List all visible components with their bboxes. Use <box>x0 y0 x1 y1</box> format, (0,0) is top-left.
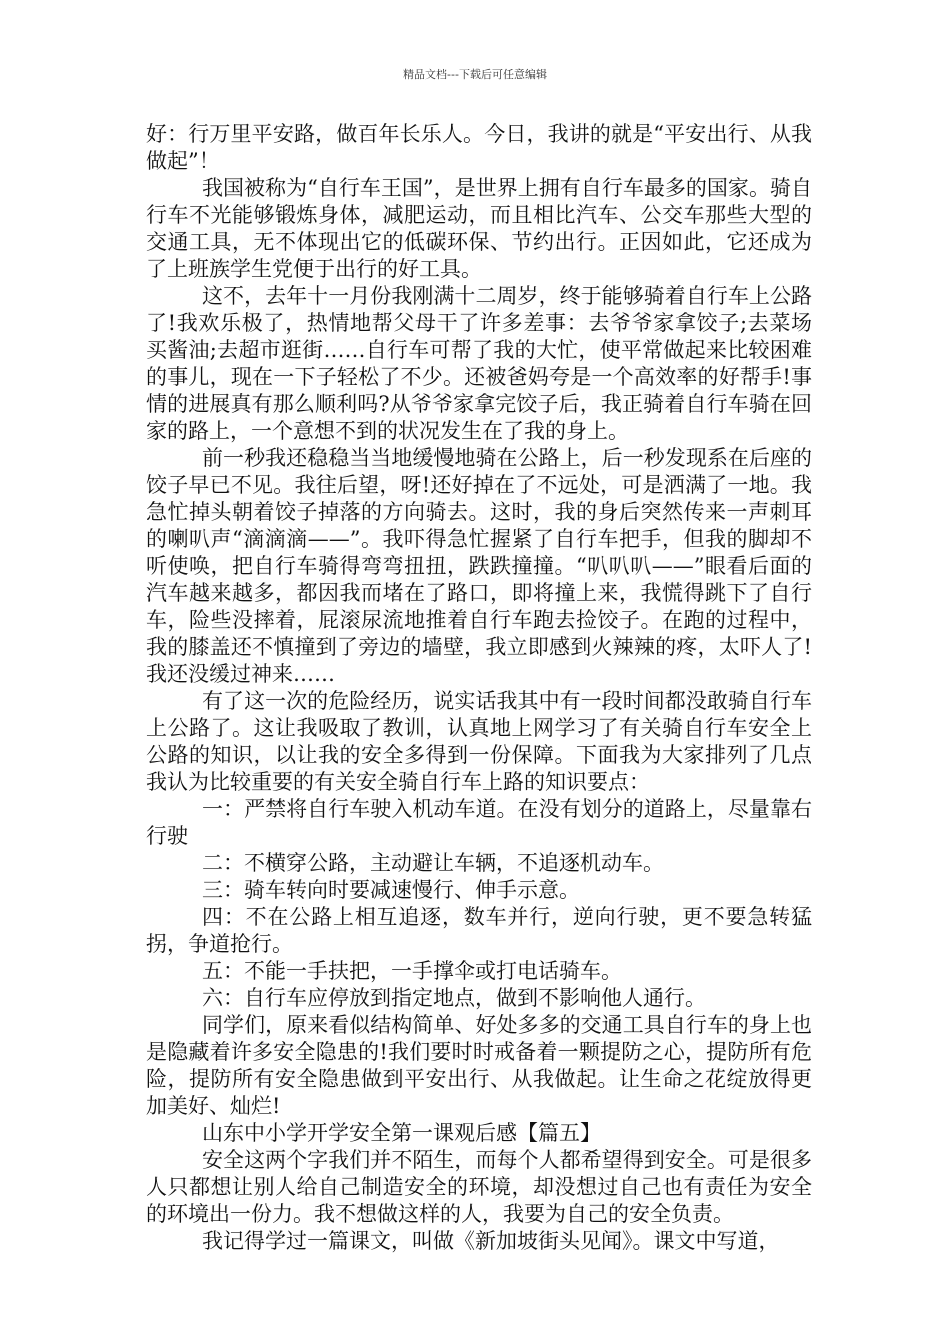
paragraph: 好：行万里平安路，做百年长乐人。今日，我讲的就是“平安出行、从我做起”！ <box>146 122 812 173</box>
paragraph: 我记得学过一篇课文，叫做《新加坡街头见闻》。课文中写道， <box>202 1229 780 1253</box>
paragraph: 我国被称为“自行车王国”，是世界上拥有自行车最多的国家。骑自行车不光能够锻炼身体，减肥运动，而且相比汽车、公交车那些大型的交通工具，无不体现出它的低碳环保、节约出行。正因如此，它还成为了上班族学生党便于出行的好工具。 <box>146 176 812 281</box>
list-item: 六：自行车应停放到指定地点，做到不影响他人通行。 <box>202 986 706 1010</box>
paragraph: 安全这两个字我们并不陌生，而每个人都希望得到安全。可是很多人只都想让别人给自己制造安全的环境，却没想过自己也有责任为安全的环境出一份力。我不想做这样的人，我要为自己的安全负责。 <box>146 1148 812 1226</box>
paragraph: 有了这一次的危险经历，说实话我其中有一段时间都没敢骑自行车上公路了。这让我吸取了教训，认真地上网学习了有关骑自行车安全上公路的知识，以让我的安全多得到一份保障。下面我为大家排列了几点我认为比较重要的有关安全骑自行车上路的知识要点： <box>146 689 812 794</box>
list-item: 四：不在公路上相互追逐，数车并行，逆向行驶，更不要急转猛拐，争道抢行。 <box>146 905 812 956</box>
list-item: 三：骑车转向时要减速慢行、伸手示意。 <box>202 878 580 902</box>
paragraph: 同学们，原来看似结构简单、好处多多的交通工具自行车的身上也是隐藏着许多安全隐患的!我们要时时戒备着一颗提防之心，提防所有危险，提防所有安全隐患做到平安出行、从我做起。让生命之花绽放得更加美好、灿烂! <box>146 1013 812 1118</box>
list-item: 二：不横穿公路，主动避让车辆，不追逐机动车。 <box>202 851 664 875</box>
document-body <box>146 121 812 1255</box>
paragraph: 这不，去年十一月份我刚满十二周岁，终于能够骑着自行车上公路了!我欢乐极了，热情地帮父母干了许多差事：去爷爷家拿饺子;去菜场买酱油;去超市逛街……自行车可帮了我的大忙，使平常做起来比较困难的事儿，现在一下子轻松了不少。还被爸妈夸是一个高效率的好帮手!事情的进展真有那么顺利吗?从爷爷家拿完饺子后，我正骑着自行车骑在回家的路上，一个意想不到的状况发生在了我的身上。 <box>146 284 812 443</box>
page-header: 精品文档---下载后可任意编辑 <box>403 68 547 81</box>
paragraph: 前一秒我还稳稳当当地缓慢地骑在公路上，后一秒发现系在后座的饺子早已不见。我往后望，呀!还好掉在了不远处，可是洒满了一地。我急忙掉头朝着饺子掉落的方向骑去。这时，我的身后突然传来一声刺耳的喇叭声“滴滴滴——”。我吓得急忙握紧了自行车把手，但我的脚却不听使唤，把自行车骑得弯弯扭扭，跌跌撞撞。“叭叭叭——”眼看后面的汽车越来越多，都因我而堵在了路口，即将撞上来，我慌得跳下了自行车，险些没摔着，屁滚尿流地推着自行车跑去捡饺子。在跑的过程中，我的膝盖还不慎撞到了旁边的墙壁，我立即感到火辣辣的疼，太吓人了!我还没缓过神来…… <box>146 446 812 686</box>
list-item: 一：严禁将自行车驶入机动车道。在没有划分的道路上，尽量靠右行驶 <box>146 797 812 848</box>
section-heading: 山东中小学开学安全第一课观后感【篇五】 <box>202 1121 601 1145</box>
list-item: 五：不能一手扶把，一手撑伞或打电话骑车。 <box>202 959 622 983</box>
